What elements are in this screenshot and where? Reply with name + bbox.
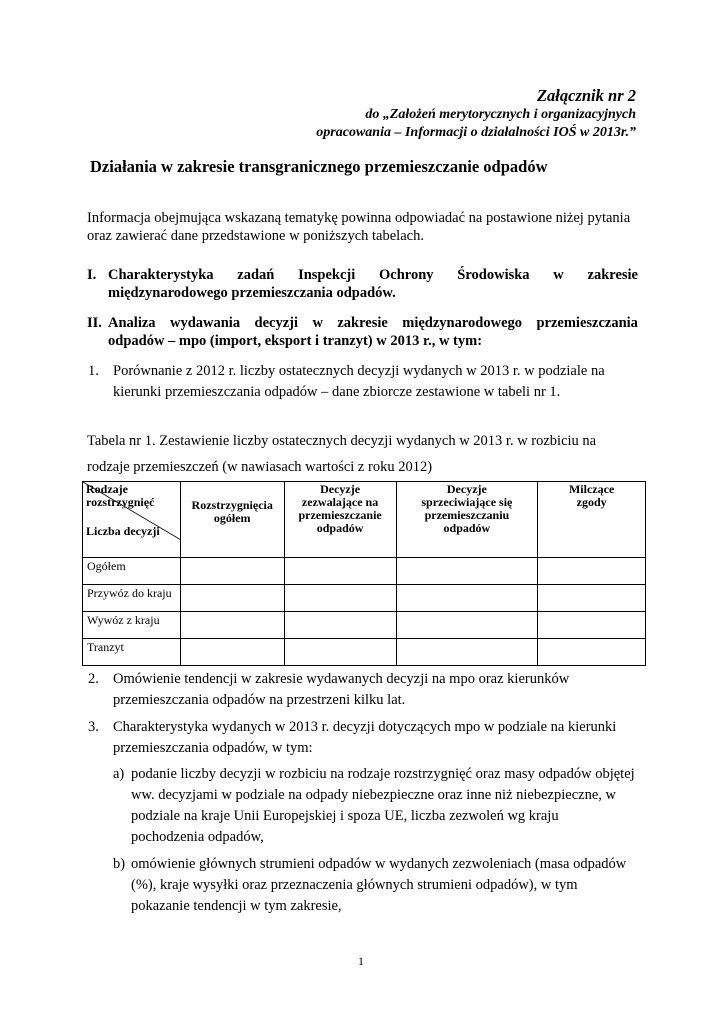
item3-number: 3. <box>88 719 99 735</box>
row-label-export: Wywóz z kraju <box>83 612 181 639</box>
table-corner-cell <box>83 482 181 558</box>
sub-a-line1: podanie liczby decyzji w rozbiciu na rodzaje rozstrzygnięć oraz masy odpadów objętej <box>131 766 635 782</box>
sub-b-label: b) <box>113 856 126 872</box>
sub-a-line4: pochodzenia odpadów, <box>131 829 264 845</box>
sub-b-line3: pokazanie tendencji w tym zakresie, <box>131 898 342 914</box>
corner-label-line2: rozstrzygnięć <box>86 495 155 509</box>
item3-line2: przemieszczania odpadów, w tym: <box>113 740 313 756</box>
section2-line1: Analiza wydawania decyzji w zakresie międzynarodowego przemieszczania <box>108 315 638 331</box>
table-header-row <box>83 482 646 558</box>
row-label-total: Ogółem <box>83 558 181 585</box>
section1-line1: Charakterystyka zadań Inspekcji Ochrony Środowiska w zakresie <box>108 267 638 283</box>
table-cell <box>284 612 396 639</box>
row-label-transit: Tranzyt <box>83 639 181 666</box>
decisions-table <box>82 481 646 666</box>
table-cell <box>284 558 396 585</box>
table-cell <box>180 612 284 639</box>
intro-line2: oraz zawierać dane przedstawione w poniższych tabelach. <box>87 228 424 244</box>
table-row <box>83 585 646 612</box>
table-caption-line2: rodzaje przemieszczeń (w nawiasach wartości z roku 2012) <box>87 459 433 475</box>
section2-line2: odpadów – mpo (import, eksport i tranzyt) w 2013 r., w tym: <box>108 333 483 349</box>
table-cell <box>538 639 646 666</box>
table-cell <box>396 585 538 612</box>
annex-subtitle-line2: opracowania – Informacji o działalności IOŚ w 2013r.” <box>316 125 636 140</box>
table-cell <box>284 639 396 666</box>
sub-b-line1: omówienie głównych strumieni odpadów w wydanych zezwoleniach (masa odpadów <box>131 856 627 872</box>
section1-line2: międzynarodowego przemieszczania odpadów. <box>108 285 396 301</box>
table-cell <box>538 558 646 585</box>
item2-number: 2. <box>88 671 99 687</box>
table-cell <box>180 558 284 585</box>
table-row <box>83 639 646 666</box>
section1-number: I. <box>87 267 97 283</box>
table-caption-line1: Tabela nr 1. Zestawienie liczby ostatecznych decyzji wydanych w 2013 r. w rozbiciu na <box>87 433 597 449</box>
item2-line1: Omówienie tendencji w zakresie wydawanych decyzji na mpo oraz kierunków <box>113 671 570 687</box>
annex-title: Załącznik nr 2 <box>536 86 636 105</box>
page-title: Działania w zakresie transgranicznego przemieszczanie odpadów <box>90 157 548 176</box>
table-cell <box>396 612 538 639</box>
table-row <box>83 558 646 585</box>
sub-b-line2: (%), kraje wysyłki oraz przeznaczenia głównych strumieni odpadów), w tym <box>131 877 578 893</box>
item1-line1: Porównanie z 2012 r. liczby ostatecznych decyzji wydanych w 2013 r. w podziale na <box>113 363 605 379</box>
intro-line1: Informacja obejmująca wskazaną tematykę powinna odpowiadać na postawione niżej pytania <box>87 210 631 226</box>
section2-number: II. <box>87 315 102 331</box>
corner-label-line1: Rodzaje <box>86 482 128 496</box>
table-cell <box>396 639 538 666</box>
page-number: 1 <box>358 954 364 968</box>
table-cell <box>396 558 538 585</box>
item1-line2: kierunki przemieszczania odpadów – dane zbiorcze zestawione w tabeli nr 1. <box>113 384 561 400</box>
table-cell <box>180 585 284 612</box>
column-header-tacit: Milczące zgody <box>538 482 646 558</box>
corner-label-bottom: Liczba decyzji <box>86 524 160 538</box>
column-header-total: Rozstrzygnięcia ogółem <box>180 482 284 558</box>
sub-a-line3: podziale na kraje Unii Europejskiej i spoza UE, liczba zezwoleń wg kraju <box>131 808 559 824</box>
annex-subtitle-line1: do „Założeń merytorycznych i organizacyjnych <box>365 107 636 122</box>
column-header-objecting: Decyzje sprzeciwiające się przemieszczaniu odpadów <box>396 482 538 558</box>
row-label-import: Przywóz do kraju <box>83 585 181 612</box>
sub-a-line2: ww. decyzjami w podziale na odpady niebezpieczne oraz inne niż niebezpieczne, w <box>131 787 616 803</box>
table-cell <box>538 585 646 612</box>
table-cell <box>538 612 646 639</box>
sub-a-label: a) <box>113 766 125 782</box>
item1-number: 1. <box>88 363 99 379</box>
table-cell <box>284 585 396 612</box>
table-row <box>83 612 646 639</box>
item2-line2: przemieszczania odpadów na przestrzeni kilku lat. <box>113 692 406 708</box>
table-cell <box>180 639 284 666</box>
column-header-permitting: Decyzje zezwalające na przemieszczanie odpadów <box>284 482 396 558</box>
item3-line1: Charakterystyka wydanych w 2013 r. decyzji dotyczących mpo w podziale na kierunki <box>113 719 617 735</box>
